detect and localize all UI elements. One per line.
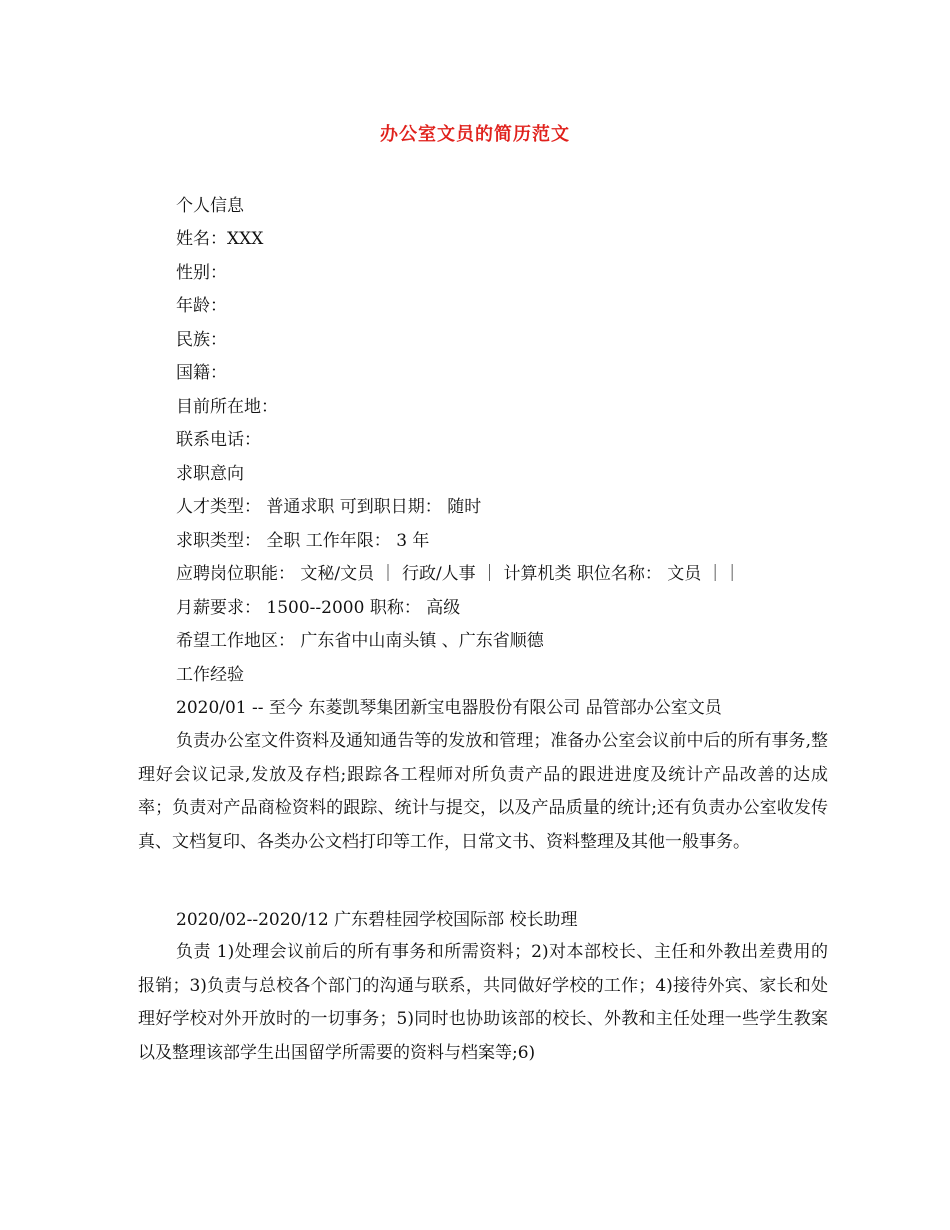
talent-type-line: 人才类型： 普通求职 可到职日期： 随时 [176, 497, 482, 517]
personal-info-heading: 个人信息 [176, 196, 244, 216]
region-line: 希望工作地区： 广东省中山南头镇 、广东省顺德 [176, 631, 544, 651]
job1-description: 负责办公室文件资料及通知通告等的发放和管理；准备办公室会议前中后的所有事务,整理好会议记录,发放及存档;跟踪各工程师对所负责产品的跟进进度及统计产品改善的达成率；负责对产品商检资料的跟踪、统计与提交，以及产品质量的统计;还有负责办公室收发传真、文档复印、各类办公文档打印等工作，日常文书、资料整理及其他一般事务。 [138, 731, 828, 852]
position-line: 应聘岗位职能： 文秘/文员 ｜ 行政/人事 ｜ 计算机类 职位名称： 文员 ｜｜ [176, 564, 741, 584]
ethnicity-line: 民族： [176, 330, 227, 350]
phone-line: 联系电话： [176, 430, 261, 450]
gender-line: 性别： [176, 263, 227, 283]
age-line: 年龄： [176, 296, 227, 316]
work-experience-heading: 工作经验 [176, 665, 244, 685]
salary-line: 月薪要求： 1500--2000 职称： 高级 [176, 598, 461, 618]
document-title: 办公室文员的简历范文 [380, 124, 570, 145]
location-line: 目前所在地： [176, 397, 278, 417]
job-intention-heading: 求职意向 [176, 464, 244, 484]
job2-header: 2020/02--2020/12 广东碧桂园学校国际部 校长助理 [176, 910, 578, 930]
job2-description: 负责 1)处理会议前后的所有事务和所需资料；2)对本部校长、主任和外教出差费用的报销；3)负责与总校各个部门的沟通与联系，共同做好学校的工作；4)接待外宾、家长和处理好学校对外开放时的一切事务；5)同时也协助该部的校长、外教和主任处理一些学生教案以及整理该部学生出国留学所需要的资料与档案等;6) [138, 942, 828, 1063]
job1-header: 2020/01 -- 至今 东菱凯琴集团新宝电器股份有限公司 品管部办公室文员 [176, 698, 722, 718]
nationality-line: 国籍： [176, 363, 227, 383]
name-line: 姓名：XXX [176, 229, 264, 249]
job-type-line: 求职类型： 全职 工作年限： 3 年 [176, 531, 430, 551]
